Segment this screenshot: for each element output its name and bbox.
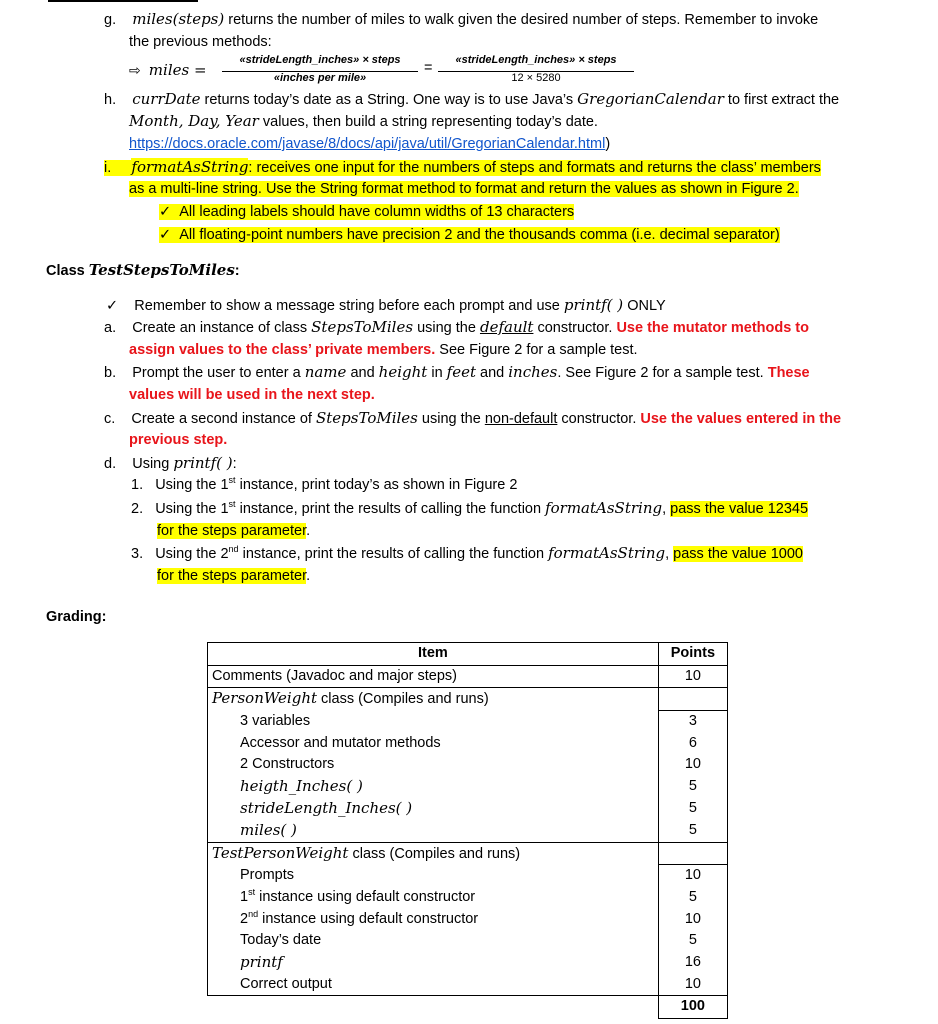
arrow-icon: ⇨ [129, 63, 141, 79]
grading-item-math: heigth_Inches( ) [240, 776, 363, 795]
item-i-text-1: : receives one input for the numbers of steps and formats and returns the class’ members [248, 160, 821, 176]
grading-item-text: 3 variables [240, 712, 311, 729]
item-c-class: StepsToMiles [316, 409, 418, 427]
grading-item-cell [208, 865, 659, 887]
grading-points-cell: 10 [658, 665, 727, 688]
item-d3-end: . [306, 568, 311, 584]
grading-item-text-after: instance using default constructor [258, 910, 479, 927]
item-g-line-1 [104, 9, 818, 30]
item-d3-line-2 [157, 566, 310, 586]
grading-heading: Grading: [46, 609, 107, 625]
item-i-check-1 [159, 202, 574, 222]
grading-row [208, 732, 728, 754]
item-h-marker: h. [104, 92, 117, 108]
item-h-line-1 [104, 89, 839, 110]
grading-item-cell [208, 842, 659, 865]
item-c-marker: c. [104, 411, 116, 427]
grading-row [208, 820, 728, 843]
item-a-text-3: constructor. [533, 320, 617, 336]
grading-item-cell [208, 665, 659, 688]
item-a-line-1 [104, 317, 809, 338]
frac1-numerator: «strideLength_inches» × steps [239, 54, 401, 66]
grading-points-cell: 10 [658, 754, 727, 776]
item-h-text-3: values, then build a string representing today’s date. [258, 114, 598, 130]
item-h-text-2: to first extract the [723, 92, 840, 108]
item-i-line-1 [104, 157, 821, 178]
item-d2-text-2: instance, print the results of calling the function [235, 501, 546, 517]
grading-item-cell [208, 974, 659, 996]
gregorian-calendar-link[interactable]: https://docs.oracle.com/javase/8/docs/api/java/util/GregorianCalendar.html [129, 136, 606, 152]
item-c-nondefault: non-default [484, 411, 558, 427]
grading-points-cell: 5 [658, 820, 727, 843]
grading-item-sup: nd [248, 908, 259, 919]
grading-item-text: Comments (Javadoc and major steps) [212, 667, 457, 684]
item-d-text: Using [132, 456, 174, 472]
frac2-denominator: 12 × 5280 [511, 72, 561, 84]
item-h-line-2 [129, 111, 598, 132]
item-b-text-1: Prompt the user to enter a [132, 365, 305, 381]
grading-points-cell: 5 [658, 798, 727, 820]
grading-item-text-after: instance using default constructor [255, 889, 476, 906]
grading-item-cell [208, 710, 659, 732]
frac1-denominator: «inches per mile» [273, 72, 367, 84]
grading-row [208, 930, 728, 952]
grading-points-cell: 10 [658, 974, 727, 996]
item-d1-marker: 1. [131, 477, 144, 493]
grading-item-cell [208, 930, 659, 952]
grading-item-cell [208, 732, 659, 754]
item-c-text-3: constructor. [557, 411, 641, 427]
item-a-default: default [479, 318, 534, 336]
item-d1-text-1: Using the 1 [155, 477, 229, 493]
test-check-text: Remember to show a message string before each prompt and use [134, 298, 564, 314]
grading-item-text: 1 [240, 889, 249, 906]
item-g-marker: g. [104, 12, 117, 28]
grading-points-cell: 5 [658, 776, 727, 798]
grading-item-math: strideLength_Inches( ) [240, 798, 413, 817]
grading-item-cell [208, 776, 659, 798]
item-d2-func: formatAsString [545, 499, 663, 517]
item-d2-highlight-1: pass the value 12345 [670, 501, 809, 517]
frac2-numerator: «strideLength_inches» × steps [455, 54, 617, 66]
grading-total-row [208, 996, 728, 1019]
grading-item-math: TestPersonWeight [212, 843, 349, 862]
item-b-red-1: These [767, 365, 810, 381]
test-check-printf: printf( ) [563, 296, 624, 314]
item-b-line-1 [104, 362, 810, 383]
item-h-line-3 [129, 134, 610, 154]
grading-header-row [208, 643, 728, 666]
top-rule [48, 0, 198, 2]
item-d3-func: formatAsString [548, 544, 666, 562]
grading-item-text: Today’s date [240, 932, 322, 949]
item-a-class: StepsToMiles [311, 318, 414, 336]
item-d-printf: printf( ) [173, 454, 233, 472]
item-b-text-4: and [476, 365, 509, 381]
formula-equals: = [424, 60, 433, 76]
formula-lhs: miles = [148, 61, 207, 79]
item-a-text-2: using the [413, 320, 480, 336]
grading-row [208, 688, 728, 711]
grading-total-blank [208, 996, 659, 1019]
item-d1-sup: st [228, 475, 236, 486]
item-d1-line [131, 475, 517, 495]
item-d3-sup: nd [228, 544, 239, 555]
item-h-values: Month, Day, Year [129, 112, 259, 130]
item-c-text-2: using the [417, 411, 485, 427]
grading-row [208, 710, 728, 732]
item-a-marker: a. [104, 320, 117, 336]
test-check-line [106, 295, 666, 316]
item-i-check-2 [159, 225, 780, 245]
grading-item-cell [208, 798, 659, 820]
col-item-header: Item [208, 643, 659, 666]
grading-points-cell [658, 688, 727, 711]
item-d2-line-2 [157, 521, 310, 541]
grading-item-math: printf [240, 952, 283, 971]
grading-item-cell [208, 754, 659, 776]
item-c-line-2 [129, 430, 227, 450]
grading-row [208, 865, 728, 887]
item-d3-marker: 3. [131, 546, 144, 562]
item-i-check-1-text: All leading labels should have column widths of 13 characters [179, 204, 575, 220]
item-c-red-1: Use the values entered in the [640, 411, 842, 427]
item-c-text-1: Create a second instance of [131, 411, 316, 427]
item-i-marker: i. [104, 160, 112, 176]
test-check-only: ONLY [623, 298, 666, 314]
item-i-method: formatAsString [131, 158, 249, 176]
item-g-line-2 [129, 32, 272, 52]
grading-item-cell [208, 952, 659, 974]
grading-item-cell [208, 688, 659, 711]
item-i-line-2 [129, 179, 799, 199]
grading-points-cell: 5 [658, 930, 727, 952]
item-a-line-2 [129, 340, 638, 360]
item-h-method: currDate [132, 90, 201, 108]
checkmark-icon: ✓ [159, 204, 172, 220]
item-d3-line-1 [131, 543, 803, 564]
item-b-text-2: and [346, 365, 379, 381]
col-points-header: Points [658, 643, 727, 666]
grading-points-cell: 10 [658, 865, 727, 887]
item-h-url-close: ) [605, 136, 611, 152]
grading-item-cell [208, 908, 659, 930]
item-d2-sup: st [228, 499, 236, 510]
item-d3-highlight-1: pass the value 1000 [673, 546, 803, 562]
grading-table [207, 642, 728, 1019]
grading-points-cell: 16 [658, 952, 727, 974]
item-a-text-1: Create an instance of class [132, 320, 312, 336]
item-i-check-2-text: All floating-point numbers have precision 2 and the thousands comma (i.e. decimal separator) [179, 227, 780, 243]
grading-item-cell [208, 820, 659, 843]
item-d3-text-2: instance, print the results of calling the function [238, 546, 549, 562]
item-d-colon: : [232, 456, 237, 472]
miles-formula [129, 60, 207, 81]
item-b-name: name [304, 363, 347, 381]
grading-item-math: miles( ) [240, 820, 297, 839]
class-heading-name: TestStepsToMiles [88, 261, 235, 279]
grading-item-text: Accessor and mutator methods [240, 734, 441, 751]
class-heading-prefix: Class [46, 263, 89, 279]
grading-row [208, 908, 728, 930]
item-a-text-4: See Figure 2 for a sample test. [435, 342, 638, 358]
item-d2-line-1 [131, 498, 808, 519]
item-g-text: returns the number of miles to walk given the desired number of steps. Remember to invoke [224, 12, 819, 28]
grading-row [208, 887, 728, 909]
item-c-red-2: previous step. [129, 432, 228, 448]
item-b-line-2 [129, 385, 375, 405]
grading-row [208, 974, 728, 996]
item-d1-text-2: instance, print today’s as shown in Figure 2 [235, 477, 518, 493]
item-d2-text-1: Using the 1 [155, 501, 229, 517]
checkmark-icon: ✓ [159, 227, 172, 243]
grading-item-text: class (Compiles and runs) [348, 845, 521, 862]
item-d2-end: . [306, 523, 311, 539]
grading-item-text: 2 [240, 910, 249, 927]
item-b-red-2: values will be used in the next step. [129, 387, 375, 403]
grading-total-points: 100 [658, 996, 727, 1019]
item-g-text-2: the previous methods: [129, 34, 272, 50]
item-b-text-3: in [427, 365, 447, 381]
item-d3-highlight-2: for the steps parameter [157, 568, 307, 584]
grading-row [208, 952, 728, 974]
item-d-line [104, 453, 237, 474]
grading-row [208, 665, 728, 688]
item-b-marker: b. [104, 365, 117, 381]
item-h-class: GregorianCalendar [577, 90, 724, 108]
item-i-text-2: as a multi-line string. Use the String format method to format and return the values as shown in Figure 2. [129, 181, 799, 197]
class-heading-suffix: : [234, 263, 240, 279]
grading-item-text: Prompts [240, 867, 294, 884]
grading-row [208, 842, 728, 865]
item-d3-text-1: Using the 2 [155, 546, 229, 562]
item-b-feet: feet [446, 363, 476, 381]
grading-points-cell: 10 [658, 908, 727, 930]
grading-item-text: 2 Constructors [240, 756, 335, 773]
grading-item-text: class (Compiles and runs) [317, 691, 489, 708]
grading-points-cell: 5 [658, 887, 727, 909]
item-d-marker: d. [104, 456, 117, 472]
grading-points-cell [658, 842, 727, 865]
item-b-text-5: . See Figure 2 for a sample test. [557, 365, 768, 381]
item-b-height: height [378, 363, 428, 381]
item-c-line-1 [104, 408, 841, 429]
item-a-red-2: assign values to the class’ private members. [129, 342, 436, 358]
item-b-inches: inches [508, 363, 558, 381]
grading-points-cell: 3 [658, 710, 727, 732]
item-h-text-1: returns today’s date as a String. One way is to use Java’s [200, 92, 578, 108]
grading-item-cell [208, 887, 659, 909]
grading-points-cell: 6 [658, 732, 727, 754]
grading-item-text: Correct output [240, 975, 332, 992]
item-d2-text-3: , [662, 501, 671, 517]
item-d2-marker: 2. [131, 501, 144, 517]
grading-row [208, 798, 728, 820]
checkmark-icon: ✓ [106, 298, 119, 314]
item-a-red-1: Use the mutator methods to [616, 320, 809, 336]
grading-item-sup: st [248, 887, 256, 898]
grading-row [208, 776, 728, 798]
grading-item-math: PersonWeight [212, 689, 318, 708]
grading-row [208, 754, 728, 776]
item-d3-text-3: , [665, 546, 674, 562]
class-heading [46, 260, 240, 281]
item-d2-highlight-2: for the steps parameter [157, 523, 307, 539]
item-g-method: miles(steps) [132, 10, 225, 28]
